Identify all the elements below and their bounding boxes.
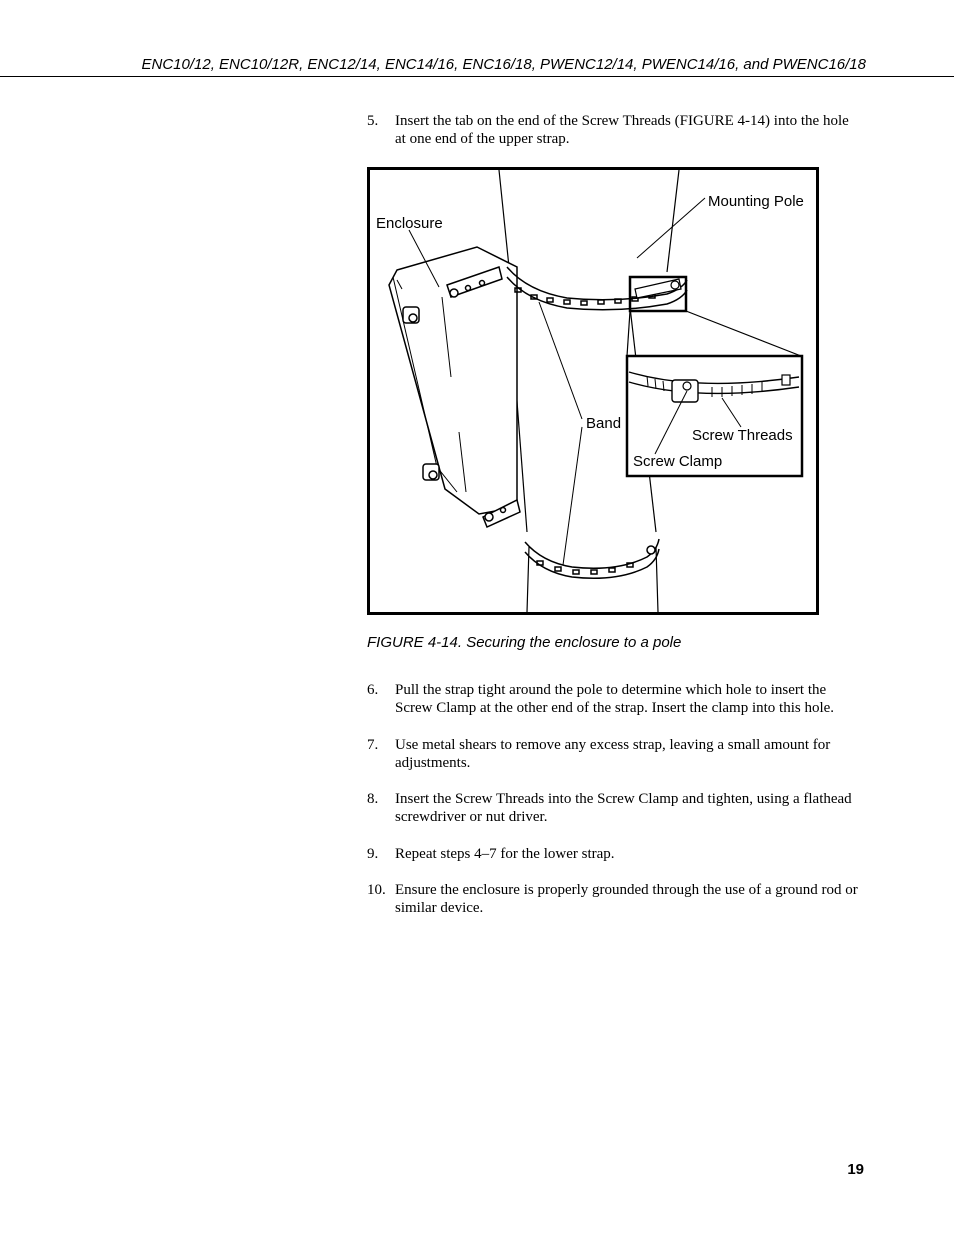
step-5 <box>367 112 862 148</box>
figure-caption: FIGURE 4-14. Securing the enclosure to a pole <box>367 634 682 651</box>
step-text: Repeat steps 4–7 for the lower strap. <box>395 846 615 862</box>
step-number: 8. <box>367 791 379 807</box>
step-text: Ensure the enclosure is properly grounded through the use of a ground rod or similar device. <box>395 882 858 916</box>
label-band: Band <box>586 415 622 432</box>
label-mounting-pole: Mounting Pole <box>708 193 804 210</box>
step-number: 6. <box>367 682 379 698</box>
step-text: Insert the tab on the end of the Screw Threads (FIGURE 4-14) into the hole at one end of the upper strap. <box>395 113 849 147</box>
step-number: 9. <box>367 846 379 862</box>
figure-illustration <box>367 167 819 615</box>
step-number: 10. <box>367 882 386 898</box>
step-number: 5. <box>367 113 379 129</box>
header-title: ENC10/12, ENC10/12R, ENC12/14, ENC14/16, ENC16/18, PWENC12/14, PWENC14/16, and PWENC16/18 <box>141 56 866 73</box>
page-header <box>0 52 954 77</box>
step-text: Use metal shears to remove any excess strap, leaving a small amount for adjustments. <box>395 737 831 771</box>
step-9 <box>367 845 862 863</box>
step-text: Pull the strap tight around the pole to determine which hole to insert the Screw Clamp at the other end of the strap. Insert the clamp into this hole. <box>395 682 835 716</box>
step-text: Insert the Screw Threads into the Screw Clamp and tighten, using a flathead screwdriver or nut driver. <box>395 791 852 825</box>
step-8 <box>367 790 862 826</box>
step-10 <box>367 881 862 917</box>
label-screw-clamp: Screw Clamp <box>633 453 723 470</box>
figure-4-14 <box>367 167 819 615</box>
label-screw-threads: Screw Threads <box>692 427 793 444</box>
page-number: 19 <box>847 1161 864 1178</box>
label-enclosure: Enclosure <box>376 215 443 232</box>
step-7 <box>367 736 862 772</box>
step-6 <box>367 681 862 717</box>
step-number: 7. <box>367 737 379 753</box>
